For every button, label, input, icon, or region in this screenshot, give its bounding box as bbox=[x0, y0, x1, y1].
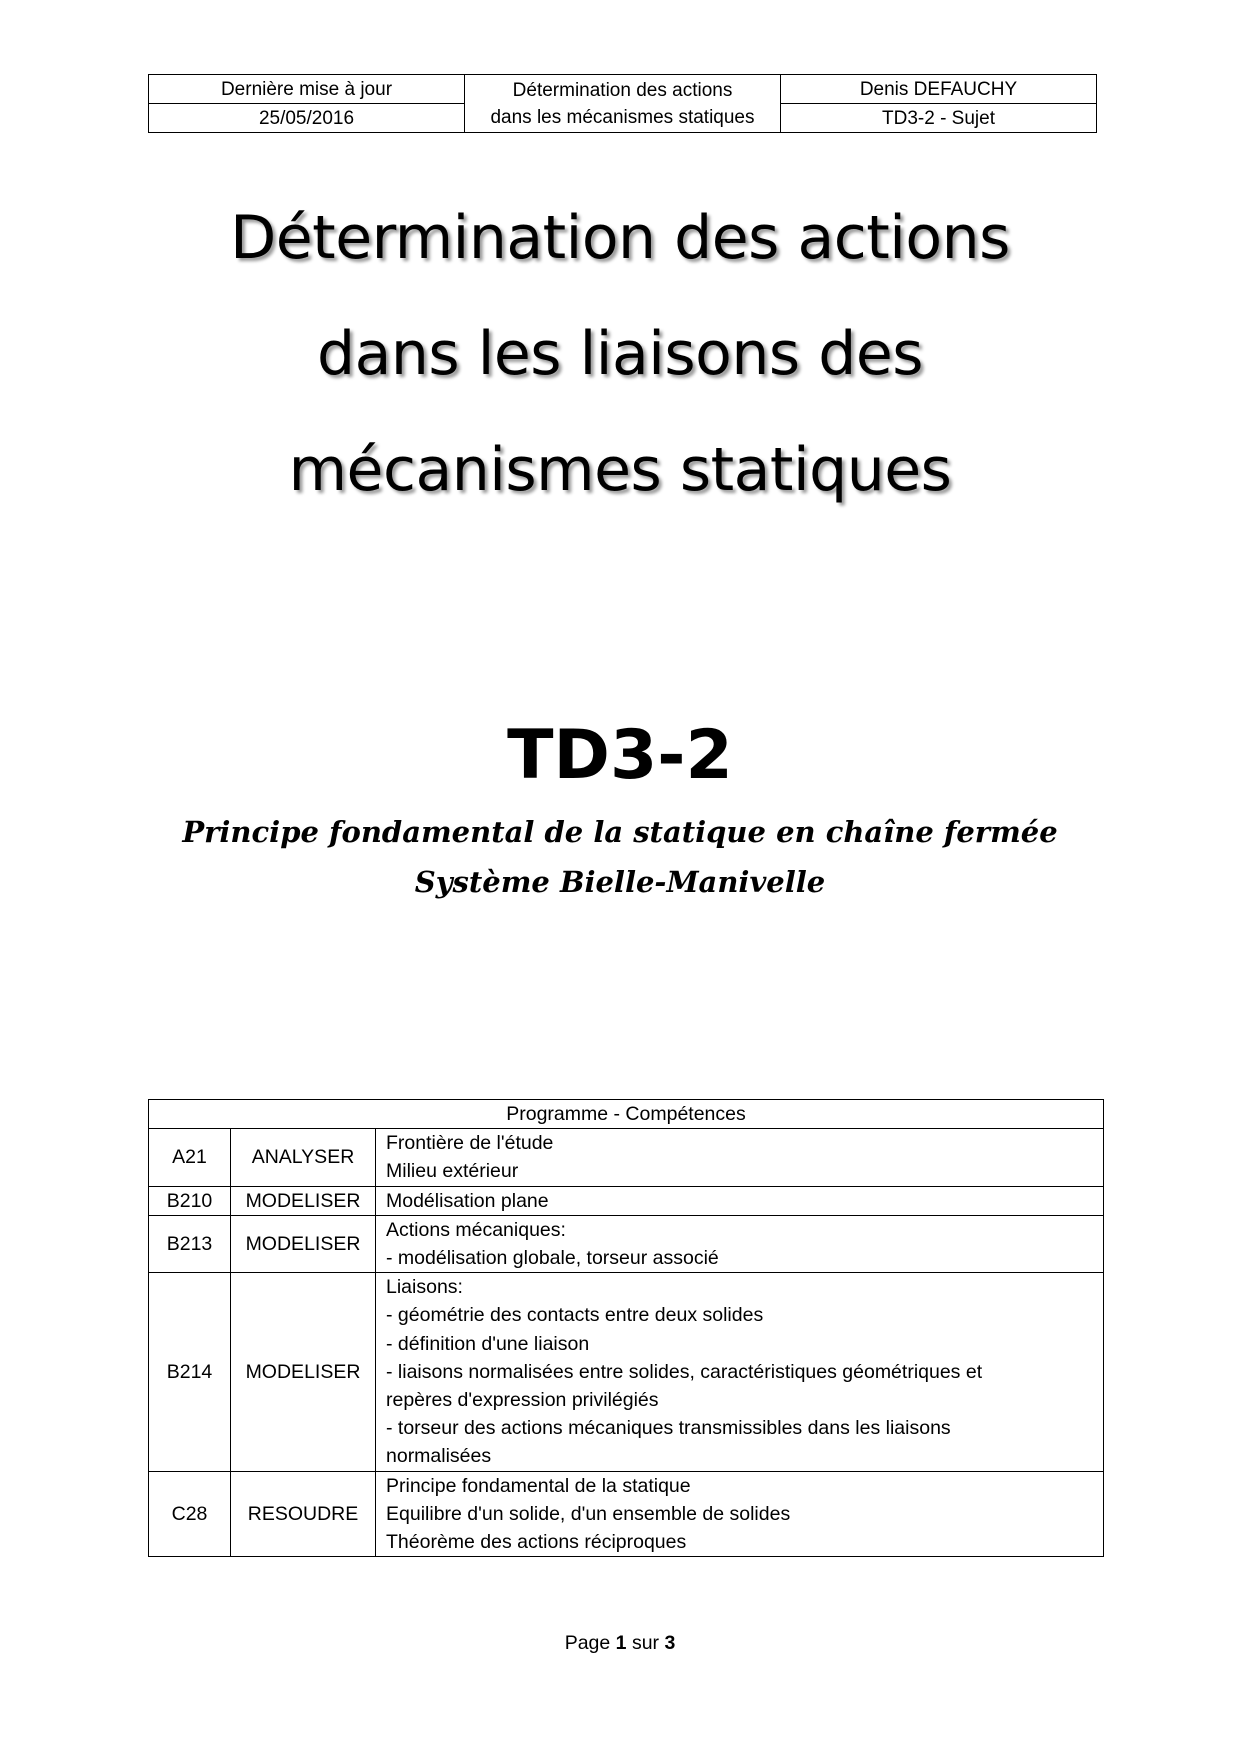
header-title bbox=[465, 75, 781, 133]
header-title-line-1: Détermination des actions bbox=[512, 79, 733, 101]
page-footer bbox=[0, 1632, 1240, 1655]
description-line: - définition d'une liaison bbox=[386, 1332, 590, 1355]
description-line: - modélisation globale, torseur associé bbox=[386, 1247, 719, 1270]
competence-description bbox=[376, 1215, 1104, 1272]
competence-code: A21 bbox=[149, 1129, 231, 1186]
last-update-date: 25/05/2016 bbox=[149, 104, 465, 133]
competence-verb: MODELISER bbox=[231, 1273, 376, 1471]
description-line: Milieu extérieur bbox=[386, 1160, 519, 1183]
competence-verb: RESOUDRE bbox=[231, 1471, 376, 1557]
competence-description bbox=[376, 1186, 1104, 1215]
author-name: Denis DEFAUCHY bbox=[781, 75, 1097, 104]
competence-verb: ANALYSER bbox=[231, 1129, 376, 1186]
description-line: - géométrie des contacts entre deux solides bbox=[386, 1304, 764, 1327]
competence-code: C28 bbox=[149, 1471, 231, 1557]
competences-heading: Programme - Compétences bbox=[149, 1100, 1104, 1129]
of-word: sur bbox=[631, 1632, 660, 1654]
description-line: Liaisons: bbox=[386, 1276, 463, 1299]
main-title bbox=[0, 180, 1240, 528]
total-pages-number: 3 bbox=[664, 1632, 676, 1654]
competences-heading-row bbox=[149, 1100, 1104, 1129]
header-title-line-2: dans les mécanismes statiques bbox=[490, 106, 755, 128]
last-update-label: Dernière mise à jour bbox=[149, 75, 465, 104]
description-line: normalisées bbox=[386, 1445, 492, 1468]
main-title-line-3: mécanismes statiques bbox=[288, 435, 952, 505]
competence-description bbox=[376, 1129, 1104, 1186]
description-line: Modélisation plane bbox=[386, 1189, 549, 1212]
competence-description bbox=[376, 1273, 1104, 1471]
competences-table bbox=[148, 1099, 1104, 1557]
description-line: Actions mécaniques: bbox=[386, 1218, 566, 1241]
td-code: TD3-2 bbox=[507, 716, 733, 795]
competence-description bbox=[376, 1471, 1104, 1557]
table-row bbox=[149, 1471, 1104, 1557]
current-page-number: 1 bbox=[615, 1632, 627, 1654]
description-line: Frontière de l'étude bbox=[386, 1132, 554, 1155]
document-reference: TD3-2 - Sujet bbox=[781, 104, 1097, 133]
description-line: repères d'expression privilégiés bbox=[386, 1389, 659, 1412]
competence-verb: MODELISER bbox=[231, 1186, 376, 1215]
td-subtitle-line-1: Principe fondamental de la statique en chaîne fermée bbox=[182, 815, 1058, 849]
table-row bbox=[149, 1215, 1104, 1272]
description-line: Théorème des actions réciproques bbox=[386, 1531, 687, 1554]
header-table bbox=[148, 74, 1097, 133]
competence-code: B214 bbox=[149, 1273, 231, 1471]
td-subtitle-line-2: Système Bielle-Manivelle bbox=[414, 865, 826, 899]
table-row bbox=[149, 1129, 1104, 1186]
competence-code: B213 bbox=[149, 1215, 231, 1272]
description-line: - liaisons normalisées entre solides, caractéristiques géométriques et bbox=[386, 1360, 983, 1383]
page-word: Page bbox=[564, 1632, 611, 1654]
main-title-line-1: Détermination des actions bbox=[230, 203, 1010, 273]
competence-verb: MODELISER bbox=[231, 1215, 376, 1272]
competence-code: B210 bbox=[149, 1186, 231, 1215]
description-line: - torseur des actions mécaniques transmissibles dans les liaisons bbox=[386, 1417, 951, 1440]
table-row bbox=[149, 1186, 1104, 1215]
main-title-line-2: dans les liaisons des bbox=[317, 319, 923, 389]
table-row bbox=[149, 1273, 1104, 1471]
td-subtitle bbox=[0, 807, 1240, 907]
description-line: Principe fondamental de la statique bbox=[386, 1474, 691, 1497]
description-line: Equilibre d'un solide, d'un ensemble de solides bbox=[386, 1502, 791, 1525]
